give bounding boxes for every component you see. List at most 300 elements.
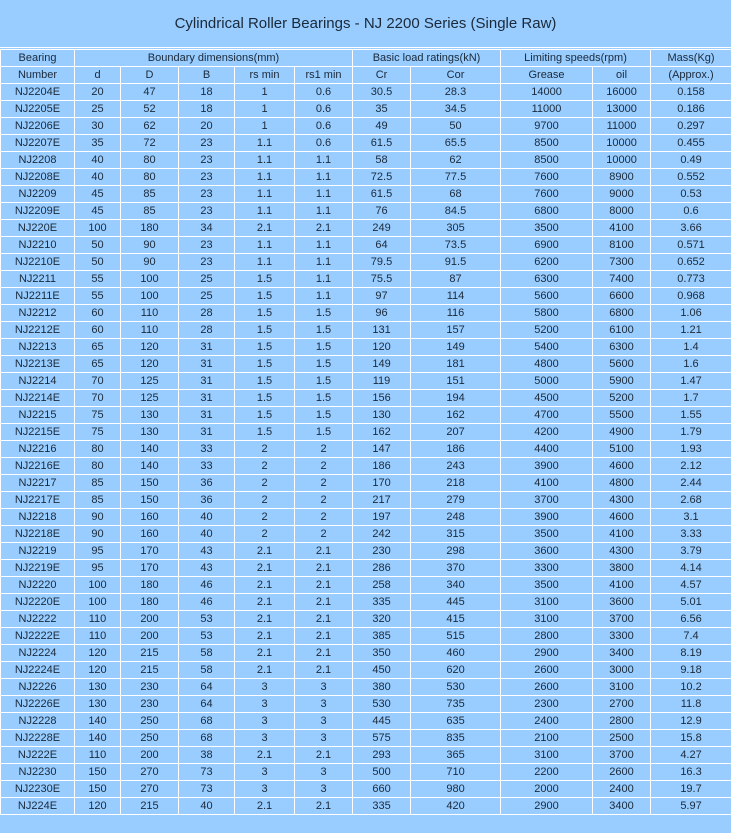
cell-rs-min: 1.5 [235,424,295,441]
cell-bearing-number: NJ2222E [1,628,75,645]
cell-B: 33 [179,458,235,475]
cell-rs-min: 3 [235,696,295,713]
cell-cr: 230 [353,543,411,560]
cell-oil: 5200 [593,390,651,407]
cell-rs-min: 2.1 [235,594,295,611]
table-row [1,611,731,628]
cell-mass: 2.68 [651,492,731,509]
table-row [1,186,731,203]
cell-B: 58 [179,645,235,662]
cell-oil: 9000 [593,186,651,203]
cell-cr: 75.5 [353,271,411,288]
cell-D: 270 [121,764,179,781]
cell-B: 53 [179,611,235,628]
cell-bearing-number: NJ2220 [1,577,75,594]
cell-mass: 3.66 [651,220,731,237]
cell-mass: 4.27 [651,747,731,764]
table-row [1,220,731,237]
cell-cr: 170 [353,475,411,492]
table-row [1,84,731,101]
cell-D: 120 [121,356,179,373]
cell-d: 35 [75,135,121,152]
cell-rs1-min: 2.1 [295,611,353,628]
cell-B: 28 [179,322,235,339]
cell-rs-min: 1.1 [235,203,295,220]
cell-D: 80 [121,152,179,169]
cell-B: 46 [179,594,235,611]
cell-D: 230 [121,696,179,713]
cell-B: 31 [179,407,235,424]
cell-cor: 370 [411,560,501,577]
cell-cor: 68 [411,186,501,203]
cell-mass: 0.968 [651,288,731,305]
table-row [1,713,731,730]
cell-rs1-min: 3 [295,730,353,747]
cell-oil: 4300 [593,492,651,509]
cell-B: 18 [179,84,235,101]
cell-grease: 14000 [501,84,593,101]
cell-rs-min: 1.5 [235,322,295,339]
cell-mass: 0.6 [651,203,731,220]
cell-mass: 10.2 [651,679,731,696]
cell-bearing-number: NJ2215 [1,407,75,424]
cell-rs1-min: 2.1 [295,747,353,764]
cell-cor: 194 [411,390,501,407]
cell-B: 25 [179,271,235,288]
cell-grease: 4500 [501,390,593,407]
cell-mass: 5.01 [651,594,731,611]
cell-grease: 5400 [501,339,593,356]
mass-header-approx: (Approx.) [651,67,731,84]
cell-d: 110 [75,747,121,764]
cell-rs-min: 2 [235,492,295,509]
table-row [1,237,731,254]
table-row [1,475,731,492]
cell-rs1-min: 1.5 [295,322,353,339]
cell-cor: 620 [411,662,501,679]
cell-mass: 1.47 [651,373,731,390]
cell-mass: 1.4 [651,339,731,356]
cell-rs-min: 1.1 [235,237,295,254]
cell-oil: 6100 [593,322,651,339]
cell-d: 150 [75,764,121,781]
cell-D: 230 [121,679,179,696]
table-row [1,781,731,798]
cell-rs1-min: 0.6 [295,84,353,101]
cell-d: 45 [75,186,121,203]
cell-cr: 186 [353,458,411,475]
cell-cor: 835 [411,730,501,747]
table-row [1,662,731,679]
cell-oil: 13000 [593,101,651,118]
cell-rs1-min: 3 [295,781,353,798]
cell-oil: 2700 [593,696,651,713]
cell-bearing-number: NJ2209 [1,186,75,203]
cell-D: 160 [121,509,179,526]
table-row [1,764,731,781]
cell-cor: 149 [411,339,501,356]
cell-oil: 3400 [593,645,651,662]
cell-d: 100 [75,220,121,237]
cell-B: 33 [179,441,235,458]
cell-bearing-number: NJ2217E [1,492,75,509]
table-row [1,526,731,543]
cell-oil: 6300 [593,339,651,356]
cell-D: 125 [121,373,179,390]
cell-d: 50 [75,254,121,271]
cell-cor: 65.5 [411,135,501,152]
cell-grease: 6900 [501,237,593,254]
cell-mass: 3.79 [651,543,731,560]
cell-D: 125 [121,390,179,407]
table-row [1,492,731,509]
cell-rs1-min: 1.1 [295,203,353,220]
cell-bearing-number: NJ2208 [1,152,75,169]
bearing-header: Bearing [1,50,75,67]
cell-cr: 242 [353,526,411,543]
cell-bearing-number: NJ2206E [1,118,75,135]
cell-bearing-number: NJ2210 [1,237,75,254]
cell-bearing-number: NJ2228 [1,713,75,730]
cell-d: 130 [75,696,121,713]
cell-mass: 0.297 [651,118,731,135]
cell-B: 68 [179,713,235,730]
cell-d: 150 [75,781,121,798]
cell-grease: 3600 [501,543,593,560]
cell-cr: 162 [353,424,411,441]
cell-rs-min: 1 [235,84,295,101]
cell-mass: 1.79 [651,424,731,441]
speeds-header: Limiting speeds(rpm) [501,50,651,67]
col-header-oil: oil [593,67,651,84]
cell-rs1-min: 3 [295,679,353,696]
cell-bearing-number: NJ2212E [1,322,75,339]
cell-rs1-min: 1.1 [295,254,353,271]
cell-cr: 97 [353,288,411,305]
table-row [1,730,731,747]
cell-mass: 1.7 [651,390,731,407]
cell-d: 85 [75,475,121,492]
cell-rs1-min: 1.5 [295,339,353,356]
cell-D: 215 [121,798,179,815]
cell-D: 170 [121,543,179,560]
cell-B: 28 [179,305,235,322]
cell-cor: 114 [411,288,501,305]
col-header-D: D [121,67,179,84]
cell-rs1-min: 0.6 [295,135,353,152]
table-row [1,509,731,526]
cell-D: 150 [121,475,179,492]
cell-d: 75 [75,407,121,424]
cell-grease: 3100 [501,747,593,764]
cell-rs1-min: 2 [295,492,353,509]
table-row [1,118,731,135]
cell-rs-min: 2 [235,441,295,458]
cell-oil: 4800 [593,475,651,492]
cell-bearing-number: NJ222E [1,747,75,764]
cell-D: 100 [121,288,179,305]
table-row [1,628,731,645]
cell-grease: 3700 [501,492,593,509]
table-row [1,577,731,594]
cell-d: 80 [75,441,121,458]
cell-rs-min: 1 [235,101,295,118]
cell-D: 250 [121,730,179,747]
cell-bearing-number: NJ2205E [1,101,75,118]
table-row [1,203,731,220]
cell-cr: 58 [353,152,411,169]
cell-bearing-number: NJ2213E [1,356,75,373]
cell-cr: 575 [353,730,411,747]
cell-bearing-number: NJ2210E [1,254,75,271]
cell-cor: 91.5 [411,254,501,271]
cell-B: 43 [179,543,235,560]
cell-cr: 61.5 [353,135,411,152]
cell-cor: 50 [411,118,501,135]
cell-B: 20 [179,118,235,135]
cell-cr: 320 [353,611,411,628]
cell-D: 120 [121,339,179,356]
cell-bearing-number: NJ2218 [1,509,75,526]
cell-cr: 445 [353,713,411,730]
cell-D: 215 [121,645,179,662]
cell-rs-min: 2.1 [235,645,295,662]
cell-cr: 72.5 [353,169,411,186]
cell-d: 100 [75,577,121,594]
cell-bearing-number: NJ2204E [1,84,75,101]
cell-mass: 5.97 [651,798,731,815]
cell-B: 73 [179,781,235,798]
cell-rs-min: 2.1 [235,543,295,560]
cell-rs1-min: 2 [295,526,353,543]
cell-cor: 34.5 [411,101,501,118]
cell-grease: 5200 [501,322,593,339]
cell-cor: 365 [411,747,501,764]
cell-rs-min: 2.1 [235,577,295,594]
cell-bearing-number: NJ224E [1,798,75,815]
cell-D: 170 [121,560,179,577]
cell-mass: 15.8 [651,730,731,747]
table-row [1,288,731,305]
cell-oil: 2600 [593,764,651,781]
cell-rs1-min: 2.1 [295,628,353,645]
col-header-B: B [179,67,235,84]
cell-grease: 4700 [501,407,593,424]
cell-B: 23 [179,254,235,271]
cell-oil: 3300 [593,628,651,645]
cell-oil: 2500 [593,730,651,747]
cell-cr: 79.5 [353,254,411,271]
cell-oil: 4300 [593,543,651,560]
cell-grease: 2200 [501,764,593,781]
cell-oil: 6600 [593,288,651,305]
cell-bearing-number: NJ2219 [1,543,75,560]
cell-D: 90 [121,237,179,254]
cell-mass: 19.7 [651,781,731,798]
cell-grease: 4400 [501,441,593,458]
cell-rs-min: 1.1 [235,186,295,203]
cell-grease: 11000 [501,101,593,118]
cell-bearing-number: NJ2212 [1,305,75,322]
cell-B: 38 [179,747,235,764]
cell-bearing-number: NJ2217 [1,475,75,492]
cell-cor: 157 [411,322,501,339]
cell-bearing-number: NJ2216 [1,441,75,458]
cell-grease: 3500 [501,220,593,237]
table-row [1,594,731,611]
cell-grease: 2000 [501,781,593,798]
cell-cr: 660 [353,781,411,798]
cell-cr: 49 [353,118,411,135]
cell-rs-min: 2.1 [235,747,295,764]
cell-B: 46 [179,577,235,594]
cell-bearing-number: NJ2224E [1,662,75,679]
cell-cor: 445 [411,594,501,611]
cell-cr: 64 [353,237,411,254]
cell-cor: 340 [411,577,501,594]
cell-rs-min: 1.5 [235,407,295,424]
cell-cr: 130 [353,407,411,424]
cell-oil: 3800 [593,560,651,577]
cell-D: 200 [121,747,179,764]
load-header: Basic load ratings(kN) [353,50,501,67]
cell-B: 36 [179,475,235,492]
col-header-d: d [75,67,121,84]
cell-d: 40 [75,152,121,169]
table-row [1,407,731,424]
cell-cr: 197 [353,509,411,526]
cell-mass: 8.19 [651,645,731,662]
cell-rs-min: 2 [235,509,295,526]
cell-rs-min: 1.1 [235,169,295,186]
table-row [1,696,731,713]
table-row [1,101,731,118]
cell-d: 60 [75,305,121,322]
cell-rs1-min: 0.6 [295,118,353,135]
cell-oil: 8900 [593,169,651,186]
cell-cr: 530 [353,696,411,713]
cell-cor: 87 [411,271,501,288]
cell-grease: 9700 [501,118,593,135]
cell-mass: 2.12 [651,458,731,475]
cell-cor: 151 [411,373,501,390]
cell-rs1-min: 1.5 [295,373,353,390]
col-header-cr: Cr [353,67,411,84]
cell-rs-min: 2.1 [235,220,295,237]
cell-grease: 2800 [501,628,593,645]
table-row [1,169,731,186]
cell-cor: 415 [411,611,501,628]
cell-B: 36 [179,492,235,509]
cell-D: 100 [121,271,179,288]
cell-B: 31 [179,390,235,407]
cell-grease: 6800 [501,203,593,220]
cell-grease: 2900 [501,645,593,662]
table-row [1,356,731,373]
cell-d: 100 [75,594,121,611]
cell-B: 31 [179,339,235,356]
cell-rs1-min: 3 [295,764,353,781]
table-row [1,254,731,271]
cell-bearing-number: NJ2230 [1,764,75,781]
cell-mass: 3.1 [651,509,731,526]
cell-bearing-number: NJ2219E [1,560,75,577]
table-row [1,560,731,577]
cell-oil: 3000 [593,662,651,679]
cell-rs-min: 1.5 [235,305,295,322]
cell-oil: 6800 [593,305,651,322]
cell-mass: 9.18 [651,662,731,679]
cell-d: 80 [75,458,121,475]
cell-d: 65 [75,356,121,373]
cell-oil: 3400 [593,798,651,815]
cell-B: 34 [179,220,235,237]
cell-cor: 116 [411,305,501,322]
cell-cr: 149 [353,356,411,373]
cell-mass: 12.9 [651,713,731,730]
cell-B: 23 [179,169,235,186]
cell-d: 95 [75,560,121,577]
cell-oil: 3700 [593,611,651,628]
cell-grease: 3100 [501,611,593,628]
cell-cr: 350 [353,645,411,662]
cell-B: 40 [179,509,235,526]
cell-mass: 0.158 [651,84,731,101]
cell-oil: 11000 [593,118,651,135]
cell-rs1-min: 3 [295,713,353,730]
cell-B: 40 [179,798,235,815]
cell-rs1-min: 2.1 [295,577,353,594]
cell-mass: 1.21 [651,322,731,339]
cell-cor: 305 [411,220,501,237]
cell-cr: 120 [353,339,411,356]
table-row [1,747,731,764]
cell-cr: 380 [353,679,411,696]
cell-cor: 530 [411,679,501,696]
cell-D: 72 [121,135,179,152]
cell-bearing-number: NJ2214 [1,373,75,390]
cell-B: 53 [179,628,235,645]
cell-d: 45 [75,203,121,220]
cell-rs1-min: 2 [295,509,353,526]
table-row [1,305,731,322]
cell-d: 70 [75,390,121,407]
cell-oil: 4100 [593,526,651,543]
bearing-table [0,49,731,815]
cell-cr: 131 [353,322,411,339]
cell-mass: 3.33 [651,526,731,543]
cell-B: 58 [179,662,235,679]
cell-cr: 500 [353,764,411,781]
cell-d: 130 [75,679,121,696]
cell-D: 47 [121,84,179,101]
cell-rs1-min: 2.1 [295,662,353,679]
cell-cr: 217 [353,492,411,509]
cell-D: 85 [121,203,179,220]
cell-cor: 181 [411,356,501,373]
cell-cr: 335 [353,798,411,815]
cell-bearing-number: NJ2218E [1,526,75,543]
cell-rs1-min: 2.1 [295,220,353,237]
cell-rs-min: 3 [235,679,295,696]
cell-rs1-min: 2 [295,475,353,492]
cell-mass: 0.455 [651,135,731,152]
cell-oil: 4600 [593,458,651,475]
cell-mass: 6.56 [651,611,731,628]
cell-rs-min: 1.5 [235,339,295,356]
cell-bearing-number: NJ2216E [1,458,75,475]
cell-mass: 4.14 [651,560,731,577]
